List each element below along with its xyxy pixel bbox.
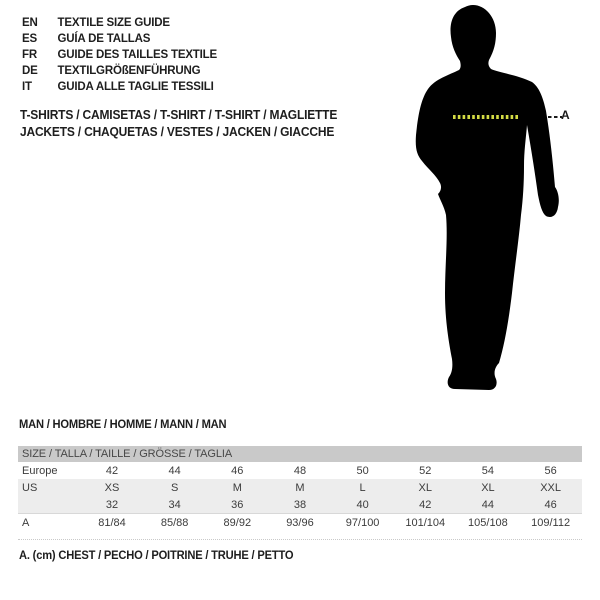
language-code: DE: [22, 63, 38, 77]
table-cell: 85/88: [143, 514, 206, 532]
table-cell: 44: [457, 496, 520, 514]
language-row-fr: [22, 46, 217, 62]
table-cell: XS: [81, 479, 144, 496]
table-cell: L: [331, 479, 394, 496]
table-cell: 81/84: [81, 514, 144, 532]
table-cell: M: [269, 479, 332, 496]
table-cell: XXL: [519, 479, 582, 496]
language-code: FR: [22, 47, 37, 61]
table-cell: 109/112: [519, 514, 582, 532]
row-label: US: [18, 479, 81, 496]
category-tshirts: T-SHIRTS / CAMISETAS / T-SHIRT / T-SHIRT / MAGLIETTE: [20, 108, 338, 122]
dotted-separator: [18, 539, 582, 540]
measurement-label-a: A: [561, 108, 570, 122]
man-body-shape: [416, 5, 559, 390]
table-cell: 105/108: [457, 514, 520, 532]
table-cell: 56: [544, 464, 557, 477]
table-cell: 50: [356, 464, 369, 477]
table-cell: 52: [419, 464, 432, 477]
table-row-chest-cm: [18, 514, 582, 532]
language-label: TEXTILGRÖßENFÜHRUNG: [57, 63, 201, 77]
language-code: ES: [22, 31, 37, 45]
table-cell: 93/96: [269, 514, 332, 532]
table-row-us: [18, 479, 582, 496]
table-cell: XL: [457, 479, 520, 496]
table-cell: 46: [231, 464, 244, 477]
man-silhouette-svg: [405, 3, 575, 393]
row-label: A: [18, 514, 81, 532]
category-jackets: JACKETS / CHAQUETAS / VESTES / JACKEN / GIACCHE: [20, 124, 335, 139]
table-header-bar: SIZE / TALLA / TAILLE / GRÖSSE / TAGLIA: [18, 446, 582, 462]
language-label: GUÍA DE TALLAS: [57, 31, 151, 45]
language-code: IT: [22, 79, 32, 93]
section-heading: MAN / HOMBRE / HOMME / MANN / MAN: [19, 419, 227, 431]
language-row-de: [22, 62, 217, 78]
language-row-en: [22, 14, 217, 30]
language-row-it: [22, 78, 217, 94]
table-cell: 38: [269, 496, 332, 514]
language-code: EN: [22, 15, 38, 29]
language-row-es: [22, 30, 217, 46]
language-label: TEXTILE SIZE GUIDE: [57, 15, 170, 29]
table-cell: 40: [331, 496, 394, 514]
table-cell: 46: [519, 496, 582, 514]
table-row-numeric: [18, 496, 582, 514]
man-silhouette: [405, 3, 575, 393]
table-row-europe: [18, 462, 582, 479]
table-cell: 48: [293, 464, 307, 477]
table-cell: 54: [481, 464, 495, 477]
language-label: GUIDE DES TAILLES TEXTILE: [57, 47, 217, 61]
table-cell: XL: [394, 479, 457, 496]
table-cell: 89/92: [206, 514, 269, 532]
table-cell: 32: [81, 496, 144, 514]
table-cell: 42: [394, 496, 457, 514]
table-cell: 101/104: [394, 514, 457, 532]
table-cell: 36: [206, 496, 269, 514]
category-list: [20, 107, 350, 140]
language-list: [22, 14, 225, 94]
language-label: GUIDA ALLE TAGLIE TESSILI: [57, 79, 214, 93]
table-cell: 97/100: [331, 514, 394, 532]
size-table: [18, 446, 582, 531]
row-label: Europe: [22, 464, 58, 477]
table-cell: 42: [105, 464, 119, 477]
table-cell: S: [143, 479, 206, 496]
chest-footnote: A. (cm) CHEST / PECHO / POITRINE / TRUHE / PETTO: [19, 550, 294, 562]
table-cell: 34: [143, 496, 206, 514]
table-cell: 44: [168, 464, 181, 477]
table-header-row: [18, 446, 582, 462]
table-cell: M: [206, 479, 269, 496]
row-label: [18, 496, 81, 514]
